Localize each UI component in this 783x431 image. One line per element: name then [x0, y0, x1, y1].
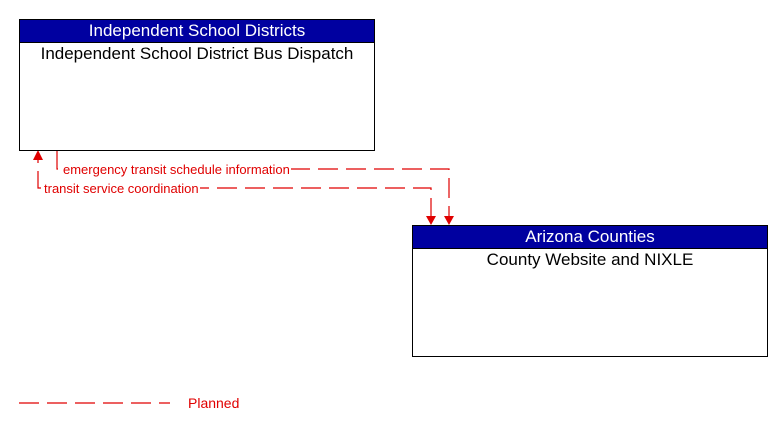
- arrowhead-down-icon: [444, 216, 454, 225]
- flow-label-transit-service-coordination: transit service coordination: [44, 181, 199, 196]
- legend-label-planned: Planned: [188, 395, 240, 411]
- arrowhead-up-icon: [33, 150, 43, 160]
- node-independent-school-district-bus-dispatch[interactable]: [19, 19, 375, 151]
- node-county-website-and-nixle[interactable]: [412, 225, 768, 357]
- flow-label-emergency-transit-schedule-information: emergency transit schedule information: [63, 162, 290, 177]
- arrowhead-down-icon: [426, 216, 436, 225]
- node-title: County Website and NIXLE: [486, 250, 694, 269]
- node-title: Independent School District Bus Dispatch: [40, 44, 354, 63]
- node-header: Arizona Counties: [413, 226, 767, 249]
- node-header: Independent School Districts: [20, 20, 374, 43]
